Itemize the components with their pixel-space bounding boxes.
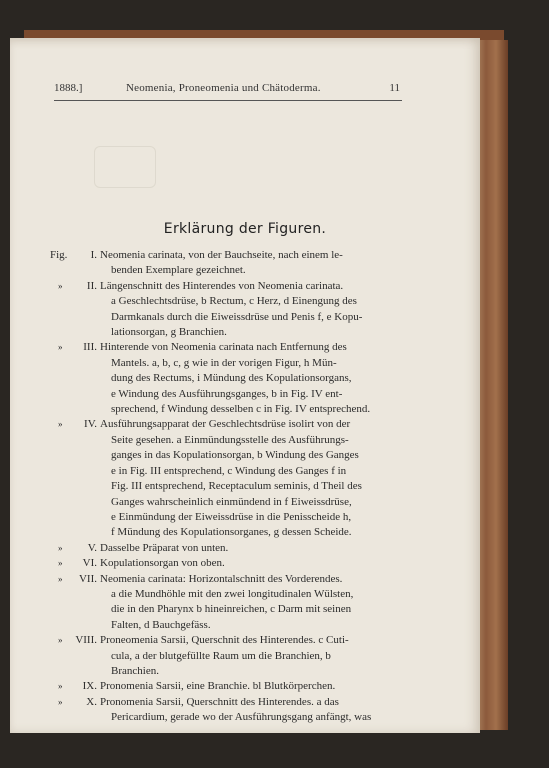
description-line: Längenschnitt des Hinterendes von Neomenia carinata. bbox=[100, 279, 344, 292]
figure-label bbox=[50, 248, 100, 279]
figure-description bbox=[100, 279, 402, 341]
description-line: Seite gesehen. a Einmündungsstelle des Ausführungs- bbox=[111, 433, 349, 446]
figure-entry bbox=[50, 340, 402, 417]
figure-prefix: » bbox=[58, 280, 63, 291]
description-line: a die Mundhöhle mit den zwei longitudinalen Wülsten, bbox=[111, 587, 354, 600]
figure-label bbox=[50, 679, 100, 694]
description-line: e in Fig. III entsprechend, c Windung des Ganges f in bbox=[111, 464, 347, 477]
figure-numeral: X. bbox=[86, 695, 97, 708]
description-line: Proneomenia Sarsii, Querschnit des Hinterendes. c Cuti- bbox=[100, 634, 349, 647]
figure-description bbox=[100, 340, 402, 417]
description-line: Branchien. bbox=[111, 664, 159, 677]
figure-description bbox=[100, 248, 402, 279]
description-line: Pericardium, gerade wo der Ausführungsgang anfängt, was bbox=[111, 711, 372, 724]
figure-numeral: I. bbox=[90, 249, 97, 261]
description-line: Kopulationsorgan von oben. bbox=[100, 557, 225, 570]
figure-label bbox=[50, 695, 100, 726]
running-header bbox=[54, 80, 402, 101]
figure-prefix: » bbox=[58, 635, 63, 646]
figure-label bbox=[50, 340, 100, 417]
description-line: cula, a der blutgefüllte Raum um die Branchien, b bbox=[111, 649, 331, 662]
description-line: e Windung des Ausführungsganges, b in Fig. IV ent- bbox=[111, 387, 343, 400]
description-line: Ganges wahrscheinlich einmündend in f Eiweissdrüse, bbox=[111, 495, 352, 508]
figure-prefix: » bbox=[58, 419, 63, 430]
figure-description bbox=[100, 695, 402, 726]
description-line: Hinterende von Neomenia carinata nach Entfernung des bbox=[100, 341, 347, 354]
description-line: benden Exemplare gezeichnet. bbox=[111, 264, 246, 277]
description-line: a Geschlechtsdrüse, b Rectum, c Herz, d Einengung des bbox=[111, 295, 357, 308]
figure-entry bbox=[50, 572, 402, 634]
description-line: Falten, d Bauchgefäss. bbox=[111, 618, 211, 631]
figure-numeral: VIII. bbox=[75, 634, 97, 647]
figure-numeral: II. bbox=[86, 279, 97, 292]
figure-description bbox=[100, 679, 402, 694]
figure-entry bbox=[50, 248, 402, 279]
figure-label bbox=[50, 633, 100, 679]
description-line: Darmkanals durch die Eiweissdrüse und Penis f, e Kopu- bbox=[111, 310, 363, 323]
figure-numeral: V. bbox=[87, 541, 97, 554]
description-line: ganges in das Kopulationsorgan, b Windung des Ganges bbox=[111, 449, 359, 462]
figure-entry bbox=[50, 633, 402, 679]
figure-description bbox=[100, 417, 402, 540]
section-heading: Erklärung der Figuren. bbox=[163, 221, 327, 237]
description-line: Dasselbe Präparat von unten. bbox=[100, 541, 229, 554]
description-line: f Mündung des Kopulationsorganes, g dessen Scheide. bbox=[111, 526, 352, 539]
page-number: 11 bbox=[389, 82, 400, 94]
description-line: e Einmündung der Eiweissdrüse in die Penisscheide h, bbox=[111, 510, 352, 523]
figure-label bbox=[50, 541, 100, 556]
description-line: Pronomenia Sarsii, Querschnitt des Hinterendes. a das bbox=[100, 695, 339, 708]
description-line: Neomenia carinata: Horizontalschnitt des Vorderendes. bbox=[100, 572, 343, 585]
figure-description bbox=[100, 572, 402, 634]
figure-numeral: III. bbox=[83, 341, 97, 354]
figure-prefix: » bbox=[58, 573, 63, 584]
header-year: 1888.] bbox=[54, 82, 83, 94]
figure-label bbox=[50, 417, 100, 540]
figure-numeral: IV. bbox=[84, 418, 97, 431]
figure-prefix: » bbox=[58, 342, 63, 353]
description-line: Neomenia carinata, von der Bauchseite, nach einem le- bbox=[100, 249, 343, 261]
figure-numeral: VII. bbox=[78, 572, 97, 585]
faint-stamp-mark bbox=[94, 146, 156, 188]
description-line: dung des Rectums, i Mündung des Kopulationsorgans, bbox=[111, 372, 352, 385]
figure-description bbox=[100, 556, 402, 571]
figure-entry bbox=[50, 695, 402, 726]
figure-prefix: » bbox=[58, 681, 63, 692]
description-line: Pronomenia Sarsii, eine Branchie. bl Blutkörperchen. bbox=[100, 680, 336, 693]
figure-prefix: Fig. bbox=[50, 249, 68, 261]
description-line: die in den Pharynx b hineinreichen, c Darm mit seinen bbox=[111, 603, 352, 616]
figure-entry bbox=[50, 541, 402, 556]
description-line: Fig. III entsprechend, Receptaculum seminis, d Theil des bbox=[111, 480, 362, 493]
book-page bbox=[10, 38, 480, 733]
figure-entry bbox=[50, 279, 402, 341]
figure-numeral: IX. bbox=[82, 680, 97, 693]
description-line: Ausführungsapparat der Geschlechtsdrüse isolirt von der bbox=[100, 418, 351, 431]
description-line: Mantels. a, b, c, g wie in der vorigen Figur, h Mün- bbox=[111, 356, 337, 369]
description-line: lationsorgan, g Branchien. bbox=[111, 326, 227, 339]
figure-entry bbox=[50, 417, 402, 540]
figure-entry bbox=[50, 679, 402, 694]
figure-description bbox=[100, 541, 402, 556]
figure-numeral: VI. bbox=[82, 557, 97, 570]
figure-label bbox=[50, 556, 100, 571]
figure-prefix: » bbox=[58, 558, 63, 569]
header-title: Neomenia, Proneomenia und Chätoderma. bbox=[126, 82, 321, 94]
figure-prefix: » bbox=[58, 542, 63, 553]
figure-list bbox=[50, 248, 402, 726]
figure-prefix: » bbox=[58, 696, 63, 707]
figure-entry bbox=[50, 556, 402, 571]
figure-description bbox=[100, 633, 402, 679]
figure-label bbox=[50, 279, 100, 341]
description-line: sprechend, f Windung desselben c in Fig. IV entsprechend. bbox=[111, 403, 371, 416]
figure-label bbox=[50, 572, 100, 634]
